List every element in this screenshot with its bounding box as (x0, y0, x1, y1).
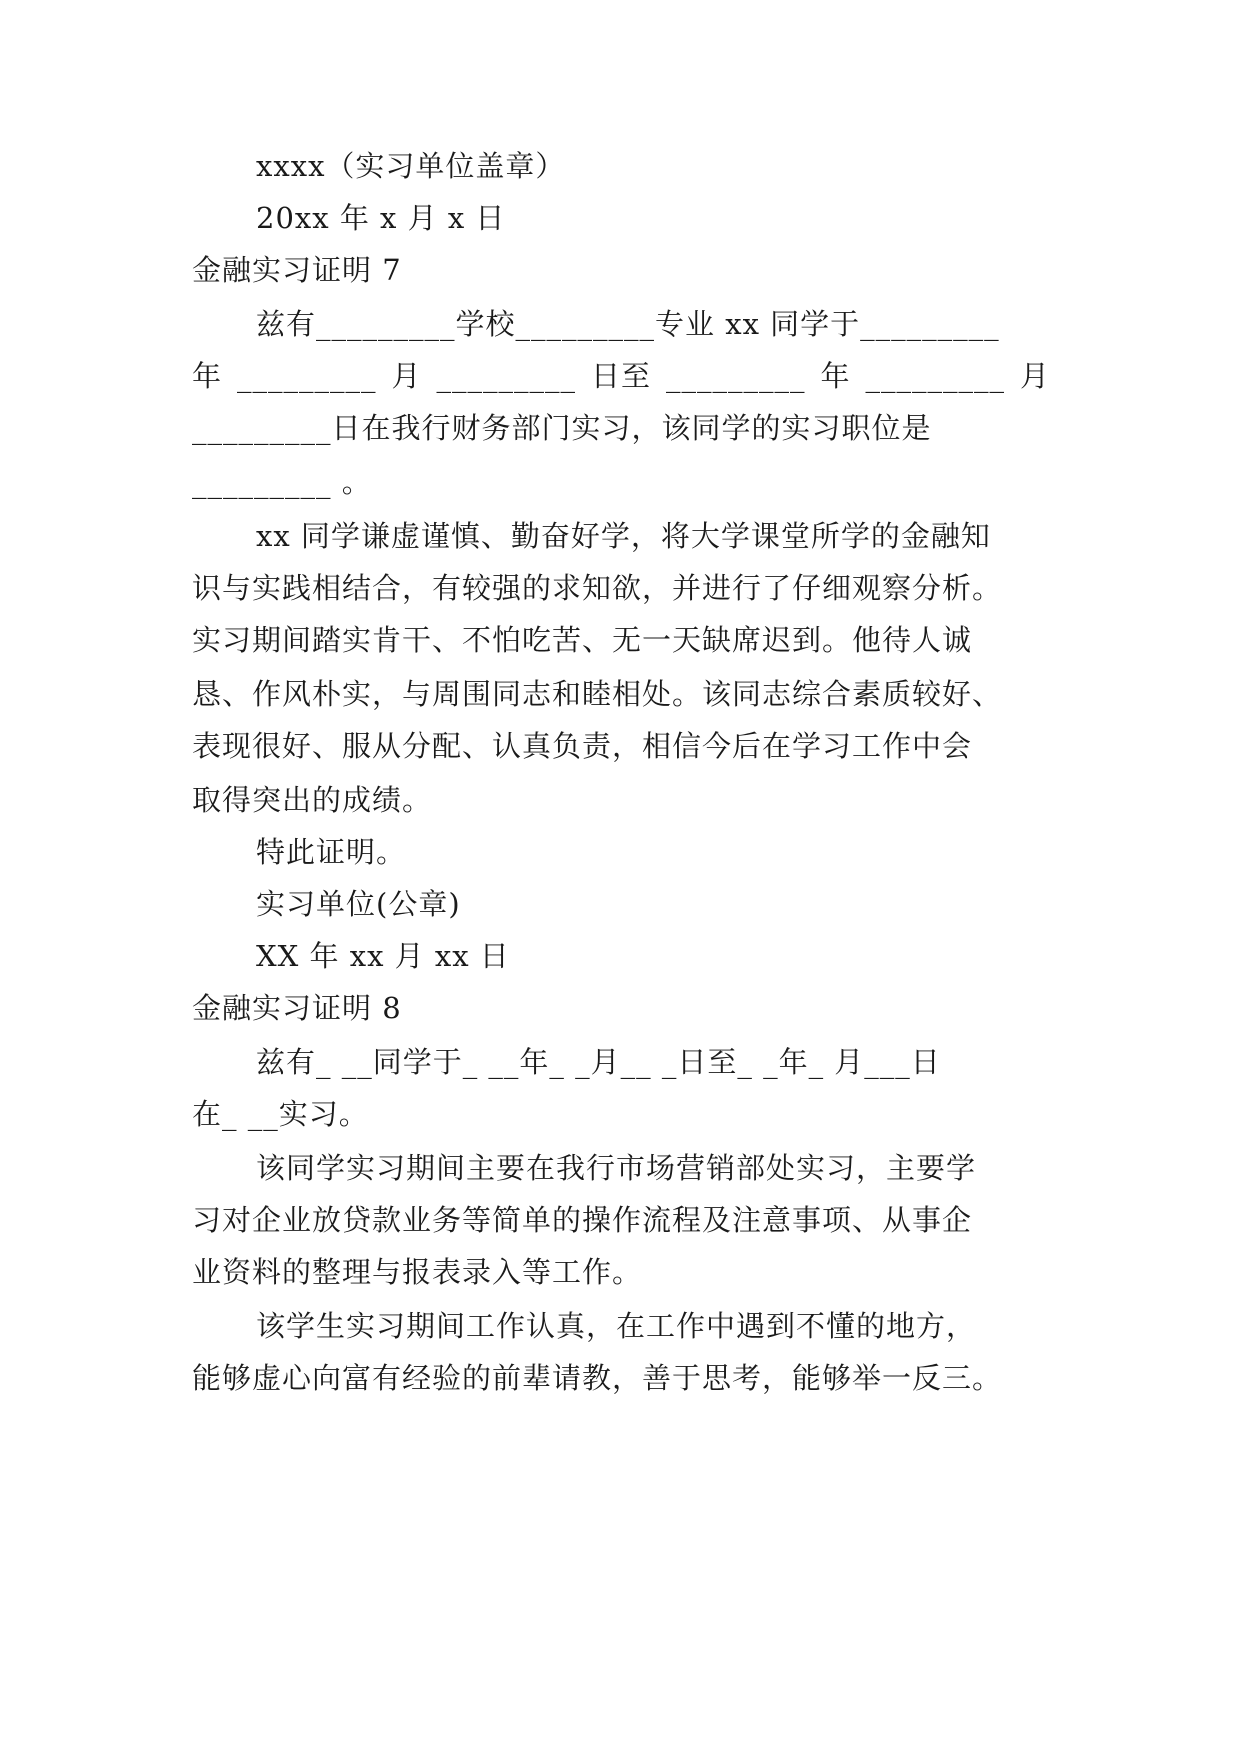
date-line: XX 年 xx 月 xx 日 (256, 939, 510, 973)
paragraph-line: 业资料的整理与报表录入等工作。 (192, 1255, 643, 1289)
paragraph-line: _________ 。 (192, 465, 372, 499)
text-segment: 年 (820, 359, 851, 393)
paragraph-line: 能够虚心向富有经验的前辈请教，善于思考，能够举一反三。 (192, 1361, 1003, 1395)
date-line: 20xx 年 x 月 x 日 (256, 201, 506, 235)
blank-segment: _________ (865, 359, 1005, 393)
paragraph-line: 兹有_________学校_________专业 xx 同学于_________ (256, 307, 1000, 341)
paragraph-line: 表现很好、服从分配、认真负责，相信今后在学习工作中会 (192, 729, 973, 763)
closing-line: 特此证明。 (256, 835, 407, 869)
paragraph-line: 该学生实习期间工作认真，在工作中遇到不懂的地方， (256, 1309, 977, 1343)
paragraph-line: 实习期间踏实肯干、不怕吃苦、无一天缺席迟到。他待人诚 (192, 623, 973, 657)
paragraph-line: 恳、作风朴实，与周围同志和睦相处。该同志综合素质较好、 (192, 677, 1003, 711)
text-segment: 月 (391, 359, 422, 393)
seal-line: 实习单位(公章) (256, 887, 461, 921)
paragraph-line: 该同学实习期间主要在我行市场营销部处实习，主要学 (256, 1151, 977, 1185)
text-segment: 年 (192, 359, 223, 393)
blank-segment: _________ (237, 359, 377, 393)
paragraph-line: 识与实践相结合，有较强的求知欲，并进行了仔细观察分析。 (192, 571, 1003, 605)
paragraph-line: _________日在我行财务部门实习，该同学的实习职位是 (192, 411, 932, 445)
text-segment: 月 (1019, 359, 1050, 393)
seal-line: xxxx（实习单位盖章） (256, 149, 566, 183)
section-title-7: 金融实习证明 7 (192, 253, 402, 287)
section-title-8: 金融实习证明 8 (192, 991, 402, 1025)
paragraph-line: 习对企业放贷款业务等简单的操作流程及注意事项、从事企 (192, 1203, 973, 1237)
paragraph-line: xx 同学谦虚谨慎、勤奋好学，将大学课堂所学的金融知 (256, 519, 991, 553)
blank-segment: _________ (665, 359, 806, 393)
paragraph-line: 在_ __实习。 (192, 1097, 369, 1131)
paragraph-line-justified (192, 358, 1050, 394)
blank-segment: _________ (436, 359, 576, 393)
text-segment: 日至 (590, 359, 651, 393)
paragraph-line: 取得突出的成绩。 (192, 783, 433, 817)
paragraph-line: 兹有_ __同学于_ __年_ _月__ _日至_ _年_ 月___日 (256, 1045, 941, 1079)
